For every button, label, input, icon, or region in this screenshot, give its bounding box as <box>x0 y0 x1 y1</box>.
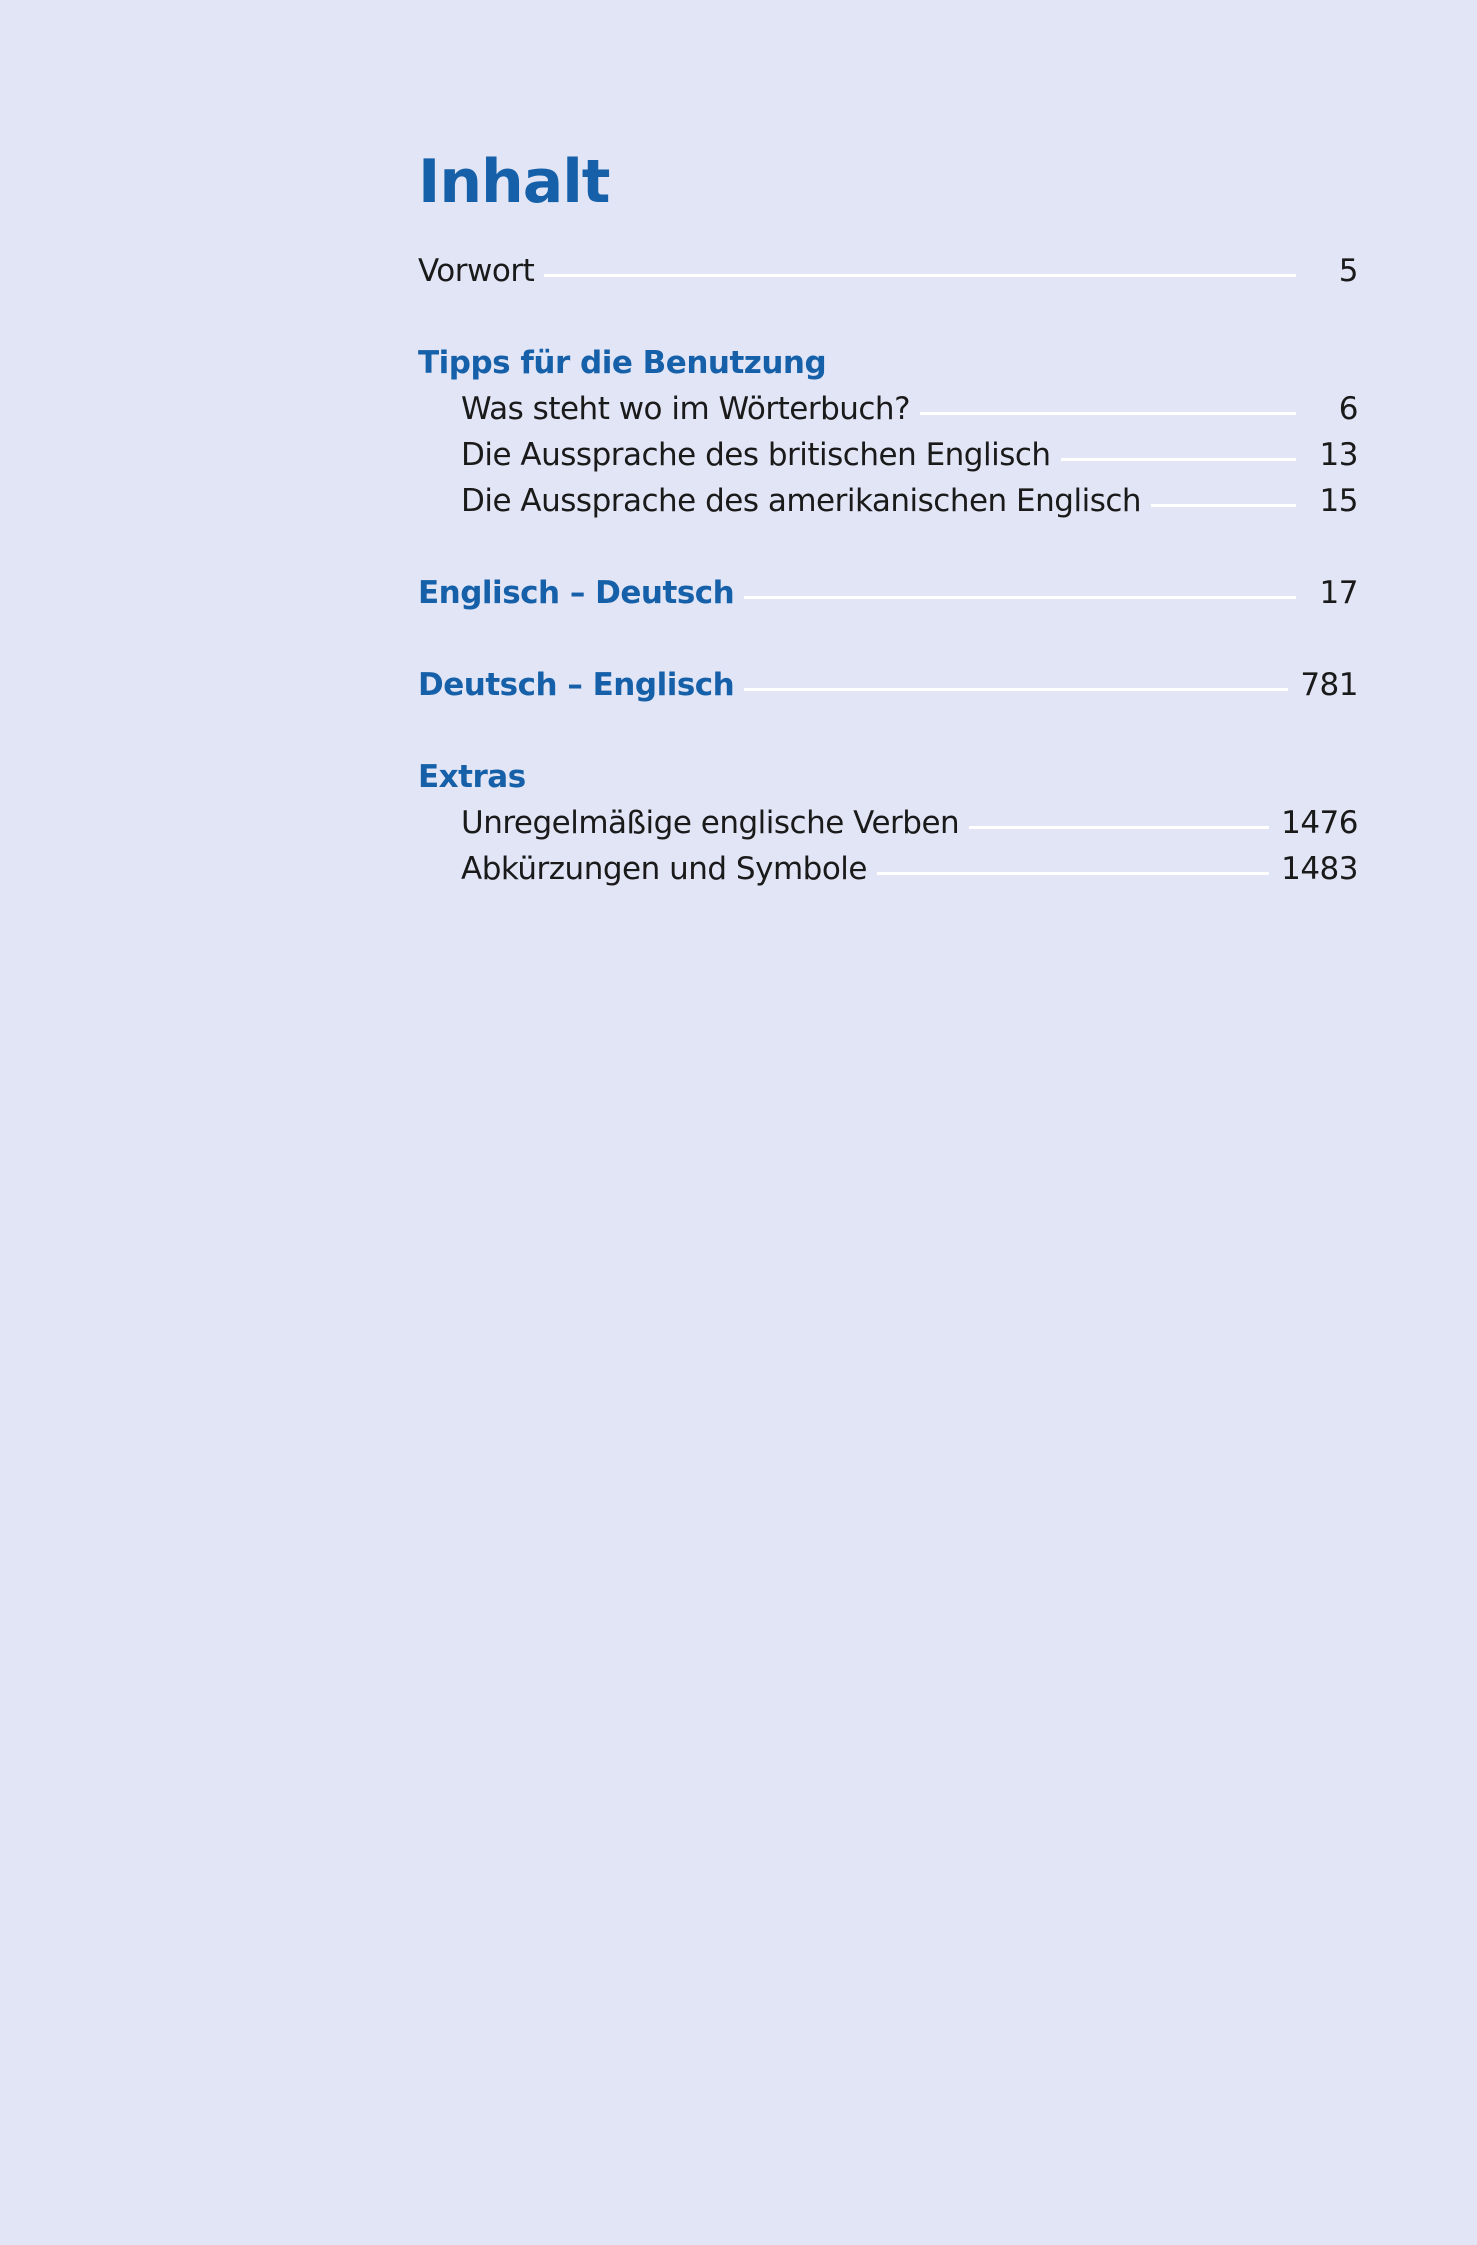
toc-section-label: Extras <box>418 759 526 795</box>
toc-entry-label: Vorwort <box>418 253 535 289</box>
toc-section-label: Englisch – Deutsch <box>418 575 735 611</box>
toc-entry-label: Die Aussprache des amerikanischen Englisch <box>461 483 1142 519</box>
toc-page-number: 5 <box>1338 253 1358 289</box>
toc-entry-unregelmaessige-verben[interactable] <box>418 800 1358 846</box>
toc-page-number: 6 <box>1338 391 1358 427</box>
toc-leader-line <box>877 872 1269 875</box>
page-title: Inhalt <box>418 147 610 217</box>
toc-page-number: 1476 <box>1281 805 1358 841</box>
toc-entry-label: Was steht wo im Wörterbuch? <box>461 391 911 427</box>
toc-section-label: Deutsch – Englisch <box>418 667 735 703</box>
toc-entry-aussprache-amerikanisch[interactable] <box>418 478 1358 524</box>
toc-leader-line <box>1151 504 1296 507</box>
toc-leader-line <box>920 412 1296 415</box>
toc-spacer <box>418 294 1358 340</box>
toc-entry-aussprache-britisch[interactable] <box>418 432 1358 478</box>
toc-entry-was-steht-wo[interactable] <box>418 386 1358 432</box>
toc-spacer <box>418 616 1358 662</box>
toc-leader-line <box>1061 458 1296 461</box>
toc-leader-line <box>544 274 1296 277</box>
toc-spacer <box>418 524 1358 570</box>
toc-section-deutsch-englisch[interactable] <box>418 662 1358 708</box>
toc-section-extras[interactable] <box>418 754 1358 800</box>
toc-leader-line <box>969 826 1269 829</box>
toc-section-englisch-deutsch[interactable] <box>418 570 1358 616</box>
toc-entry-label: Die Aussprache des britischen Englisch <box>461 437 1051 473</box>
table-of-contents-page <box>418 140 1358 892</box>
toc-leader-line <box>744 596 1296 599</box>
toc-entry-abkuerzungen[interactable] <box>418 846 1358 892</box>
toc-page-number: 781 <box>1300 667 1358 703</box>
toc-page-number: 13 <box>1319 437 1358 473</box>
toc-entry-label: Abkürzungen und Symbole <box>461 851 867 887</box>
toc-page-number: 15 <box>1319 483 1358 519</box>
toc-section-tipps[interactable] <box>418 340 1358 386</box>
toc-spacer <box>418 708 1358 754</box>
toc-page-number: 1483 <box>1281 851 1358 887</box>
toc-entry-label: Unregelmäßige englische Verben <box>461 805 960 841</box>
toc-section-label: Tipps für die Benutzung <box>418 345 827 381</box>
toc-leader-line <box>744 688 1288 691</box>
toc-list <box>418 248 1358 892</box>
toc-entry-vorwort[interactable] <box>418 248 1358 294</box>
toc-page-number: 17 <box>1319 575 1358 611</box>
